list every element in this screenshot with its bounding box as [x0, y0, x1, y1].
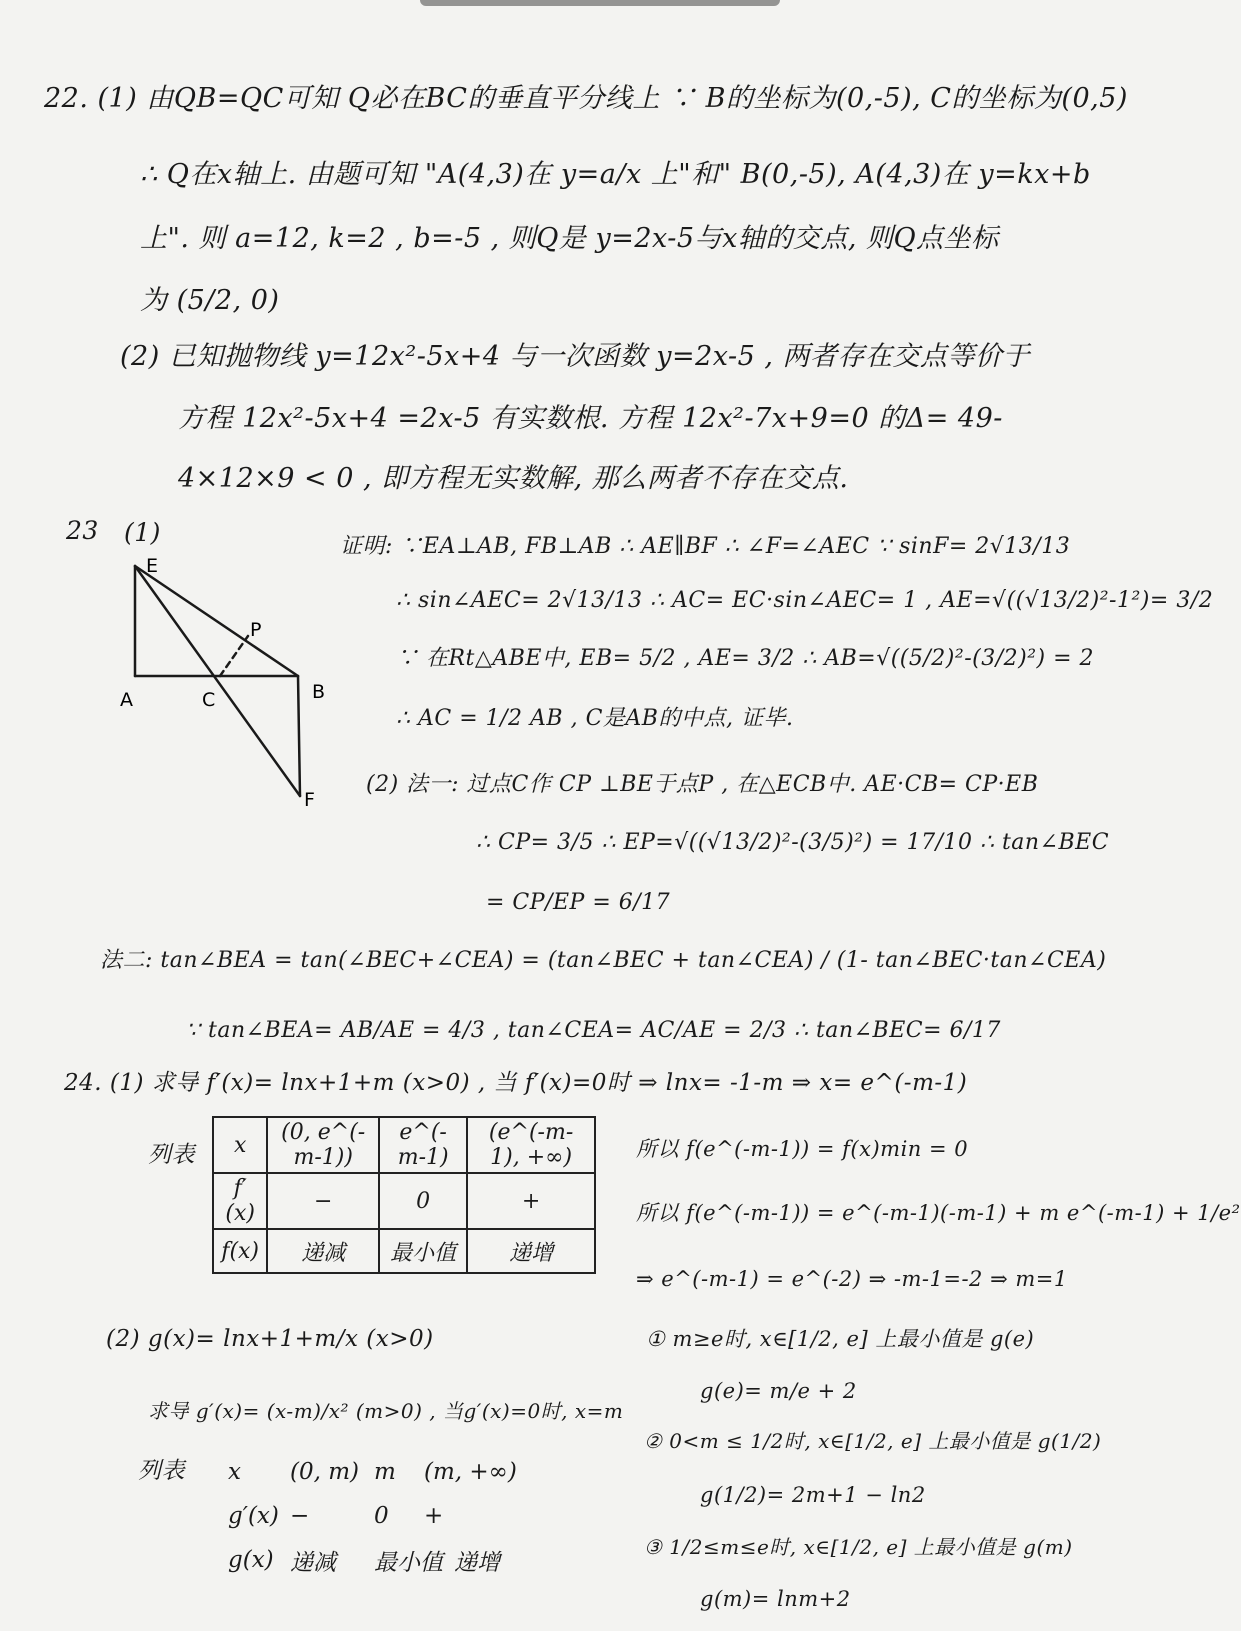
q24-case3: ③ 1/2≤m≤e时, x∈[1/2, e] 上最小值是 g(m)	[644, 1535, 1073, 1559]
q23-line8: 法二: tan∠BEA = tan(∠BEC+∠CEA) = (tan∠BEC + tan∠CEA) / (1- tan∠BEC·tan∠CEA)	[100, 948, 1107, 973]
table-cell: x	[213, 1117, 267, 1173]
point-P-label: P	[250, 619, 262, 641]
list-cell: 最小值	[374, 1549, 443, 1576]
q23-line6: ∴ CP= 3/5 ∴ EP=√((√13/2)²-(3/5)²) = 17/10 ∴ tan∠BEC	[476, 830, 1110, 855]
segment-EF	[135, 566, 300, 796]
q24-part2-line1: (2) g(x)= lnx+1+m/x (x>0)	[106, 1326, 434, 1352]
q23-geometry-figure	[100, 548, 340, 818]
point-E-label: E	[146, 555, 159, 577]
q23-line1: 证明: ∵EA⊥AB, FB⊥AB ∴ AE∥BF ∴ ∠F=∠AEC ∵ sinF= 2√13/13	[340, 534, 1071, 559]
table-row	[213, 1229, 595, 1273]
list-cell: g(x)	[228, 1547, 274, 1573]
q24-sign-table	[212, 1116, 596, 1274]
q24-right-line1: 所以 f(e^(-m-1)) = f(x)min = 0	[636, 1137, 969, 1161]
q24-case2-value: g(1/2)= 2m+1 − ln2	[700, 1483, 926, 1507]
q24-line1: 24. (1) 求导 f′(x)= lnx+1+m (x>0) , 当 f′(x)=0时 ⇒ lnx= -1-m ⇒ x= e^(-m-1)	[64, 1070, 968, 1096]
q23-line7: = CP/EP = 6/17	[486, 890, 671, 915]
list-cell: 递减	[290, 1549, 336, 1576]
q24-table-label: 列表	[148, 1142, 195, 1168]
table-cell: f(x)	[213, 1229, 267, 1273]
point-F-label: F	[304, 789, 315, 811]
q23-part1-label: (1)	[124, 518, 161, 547]
q24-right-line3: ⇒ e^(-m-1) = e^(-2) ⇒ -m-1=-2 ⇒ m=1	[636, 1267, 1068, 1291]
q24-case1: ① m≥e时, x∈[1/2, e] 上最小值是 g(e)	[646, 1327, 1035, 1351]
q24-part2-list	[228, 1450, 534, 1582]
list-cell: +	[424, 1503, 444, 1529]
point-C-label: C	[202, 689, 216, 711]
q22-line2: ∴ Q在x轴上. 由题可知 "A(4,3)在 y=a/x 上"和" B(0,-5), A(4,3)在 y=kx+b	[140, 159, 1091, 190]
segment-CP-dashed	[220, 636, 248, 676]
table-cell: 递减	[267, 1229, 379, 1273]
list-cell: 递增	[454, 1549, 500, 1576]
q22-line5: (2) 已知抛物线 y=12x²-5x+4 与一次函数 y=2x-5 , 两者存在交点等价于	[120, 341, 1031, 372]
list-cell: 0	[374, 1503, 389, 1529]
table-cell: (e^(-m-1), +∞)	[467, 1117, 595, 1173]
q23-line2: ∴ sin∠AEC= 2√13/13 ∴ AC= EC·sin∠AEC= 1 , AE=√((√13/2)²-1²)= 3/2	[396, 588, 1214, 613]
table-row	[213, 1117, 595, 1173]
point-A-label: A	[120, 689, 133, 711]
segment-EB	[135, 566, 298, 676]
point-B-label: B	[312, 681, 326, 703]
table-cell: 最小值	[379, 1229, 467, 1273]
table-cell: e^(-m-1)	[379, 1117, 467, 1173]
list-cell: (0, m)	[290, 1459, 360, 1485]
list-cell: x	[228, 1459, 241, 1485]
q23-number: 23	[66, 516, 99, 545]
table-cell: 0	[379, 1173, 467, 1229]
q22-line6: 方程 12x²-5x+4 =2x-5 有实数根. 方程 12x²-7x+9=0 的Δ= 49-	[178, 403, 1003, 434]
list-item	[228, 1450, 534, 1494]
q23-line5: (2) 法一: 过点C作 CP ⊥BE于点P , 在△ECB中. AE·CB= CP·EB	[366, 772, 1039, 797]
table-cell: −	[267, 1173, 379, 1229]
table-cell: 递增	[467, 1229, 595, 1273]
list-item	[228, 1494, 534, 1538]
q22-line7: 4×12×9 < 0 , 即方程无实数解, 那么两者不存在交点.	[178, 463, 849, 494]
q23-line4: ∴ AC = 1/2 AB , C是AB的中点, 证毕.	[396, 706, 794, 731]
top-edge-shadow	[420, 0, 780, 6]
q24-case1-value: g(e)= m/e + 2	[700, 1379, 857, 1403]
q22-line1: 22. (1) 由QB=QC可知 Q必在BC的垂直平分线上 ∵ B的坐标为(0,-5), C的坐标为(0,5)	[44, 83, 1128, 114]
q22-line4: 为 (5/2, 0)	[140, 285, 280, 316]
q24-case2: ② 0<m ≤ 1/2时, x∈[1/2, e] 上最小值是 g(1/2)	[644, 1429, 1102, 1453]
list-cell: −	[290, 1503, 310, 1529]
table-row	[213, 1173, 595, 1229]
list-cell: (m, +∞)	[424, 1459, 517, 1485]
q24-right-line2: 所以 f(e^(-m-1)) = e^(-m-1)(-m-1) + m e^(-m-1) + 1/e²	[636, 1201, 1241, 1225]
q24-part2-line2: 求导 g′(x)= (x-m)/x² (m>0) , 当g′(x)=0时, x=m	[148, 1399, 624, 1423]
q23-line3: ∵ 在Rt△ABE中, EB= 5/2 , AE= 3/2 ∴ AB=√((5/2)²-(3/2)²) = 2	[396, 646, 1095, 671]
q24-case3-value: g(m)= lnm+2	[700, 1587, 851, 1611]
table-cell: f′(x)	[213, 1173, 267, 1229]
list-item	[228, 1538, 534, 1582]
q24-list-label: 列表	[138, 1458, 185, 1484]
table-cell: (0, e^(-m-1))	[267, 1117, 379, 1173]
q23-line9: ∵ tan∠BEA= AB/AE = 4/3 , tan∠CEA= AC/AE = 2/3 ∴ tan∠BEC= 6/17	[186, 1018, 1001, 1043]
list-cell: m	[374, 1459, 396, 1485]
table-cell: +	[467, 1173, 595, 1229]
list-cell: g′(x)	[228, 1503, 279, 1529]
q22-line3: 上". 则 a=12, k=2 , b=-5 , 则Q是 y=2x-5与x轴的交点, 则Q点坐标	[140, 223, 999, 254]
segment-BF	[298, 676, 300, 796]
